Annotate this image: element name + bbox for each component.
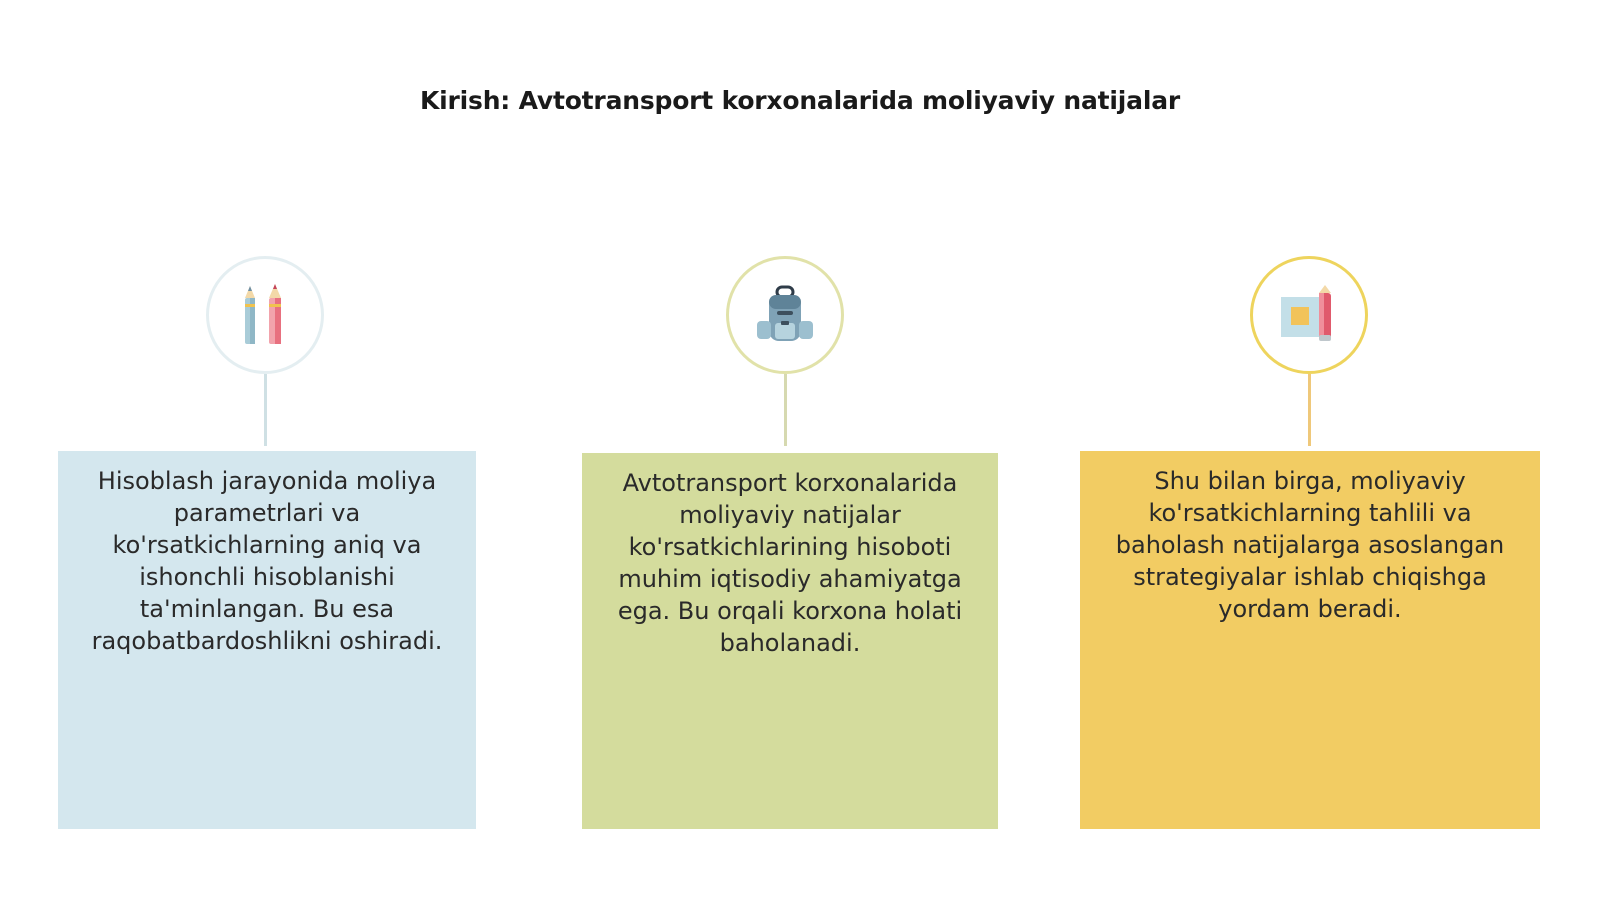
connector-line-3 [1308, 374, 1311, 446]
card-text-2: Avtotransport korxonalarida moliyaviy natijalar ko'rsatkichlarining hisoboti muhim iqtisodiy ahamiyatga ega. Bu orqali korxona holati baholanadi. [617, 469, 963, 657]
icon-circle-2 [726, 256, 844, 374]
icon-circle-1 [206, 256, 324, 374]
card-text-3: Shu bilan birga, moliyaviy ko'rsatkichlarning tahlili va baholash natijalarga asoslangan strategiyalar ishlab chiqishga yordam beradi. [1115, 467, 1505, 623]
notepad-pencil-icon [1279, 285, 1339, 345]
card-text-1: Hisoblash jarayonida moliya parametrlari va ko'rsatkichlarning aniq va ishonchli hisoblanishi ta'minlangan. Bu esa raqobatbardoshlikni oshiradi. [91, 467, 443, 655]
info-card-1 [58, 451, 476, 829]
connector-line-2 [784, 374, 787, 446]
connector-line-1 [264, 374, 267, 446]
backpack-icon [755, 285, 815, 345]
icon-circle-3 [1250, 256, 1368, 374]
info-card-3 [1080, 451, 1540, 829]
info-card-2 [582, 453, 998, 829]
pencils-icon [237, 282, 293, 348]
slide-title: Kirish: Avtotransport korxonalarida moliyaviy natijalar [419, 86, 1180, 115]
